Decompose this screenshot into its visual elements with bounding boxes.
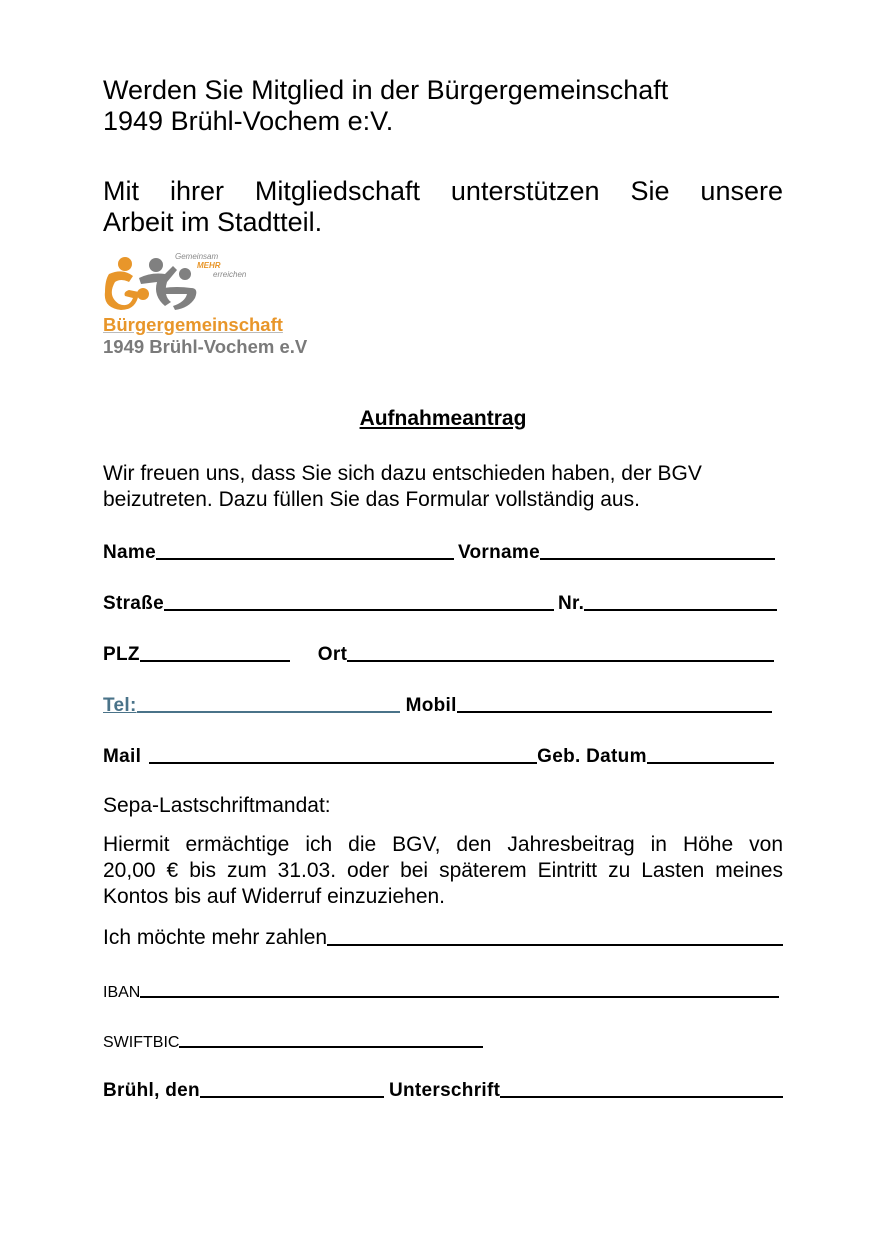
vorname-field[interactable] — [540, 558, 775, 560]
plz-label: PLZ — [103, 644, 140, 665]
row-city — [103, 640, 774, 666]
row-phone — [103, 691, 772, 717]
more-field[interactable] — [327, 944, 783, 946]
row-mail — [103, 742, 774, 768]
name-label: Name — [103, 542, 156, 563]
signature-field[interactable] — [500, 1096, 783, 1098]
header-title — [103, 75, 793, 137]
geb-datum-label: Geb. Datum — [537, 746, 647, 767]
sepa-heading: Sepa-Lastschriftmandat: — [103, 794, 331, 817]
slogan-1: Gemeinsam — [175, 252, 219, 261]
geb-datum-field[interactable] — [647, 762, 774, 764]
row-signature — [103, 1076, 783, 1102]
iban-field[interactable] — [140, 996, 779, 998]
place-label: Brühl, den — [103, 1080, 200, 1101]
intro-line-2: beizutreten. Dazu füllen Sie das Formular vollständig aus. — [103, 488, 640, 511]
nr-field[interactable] — [584, 609, 777, 611]
header-line-2: 1949 Brühl-Vochem e:V. — [103, 106, 394, 136]
swift-field[interactable] — [179, 1046, 483, 1048]
strasse-label: Straße — [103, 593, 164, 614]
tel-label: Tel: — [103, 695, 137, 716]
logo — [103, 252, 323, 362]
plz-field[interactable] — [140, 660, 290, 662]
ort-label: Ort — [317, 644, 348, 665]
row-swift — [103, 1026, 483, 1052]
ort-field[interactable] — [347, 660, 774, 662]
vorname-label: Vorname — [457, 542, 540, 563]
slogan-2: MEHR — [197, 261, 221, 270]
row-name — [103, 538, 775, 564]
row-more — [103, 924, 783, 950]
support-line-2: Arbeit im Stadtteil. — [103, 207, 323, 237]
date-field[interactable] — [200, 1096, 384, 1098]
sepa-text — [103, 832, 783, 910]
mobil-field[interactable] — [457, 711, 772, 713]
more-label: Ich möchte mehr zahlen — [103, 926, 328, 949]
intro-line-1: Wir freuen uns, dass Sie sich dazu entschieden haben, der BGV — [103, 462, 702, 485]
header-line-1: Werden Sie Mitglied in der Bürgergemeinschaft — [103, 75, 669, 105]
signature-label: Unterschrift — [388, 1080, 501, 1101]
mail-field[interactable] — [149, 762, 537, 764]
logo-name-2: 1949 Brühl-Vochem e.V — [103, 336, 308, 357]
support-line-1: Mit ihrer Mitgliedschaft unterstützen Sie unsere — [103, 176, 783, 206]
name-field[interactable] — [156, 558, 454, 560]
iban-label: IBAN — [103, 984, 141, 1001]
intro-text — [103, 461, 793, 513]
swift-label: SWIFTBIC — [103, 1034, 180, 1051]
row-iban — [103, 976, 779, 1002]
slogan-3: erreichen — [213, 270, 247, 279]
support-text — [103, 176, 783, 238]
strasse-field[interactable] — [164, 609, 554, 611]
nr-label: Nr. — [557, 593, 585, 614]
tel-field[interactable] — [137, 711, 400, 713]
row-street — [103, 589, 777, 615]
sepa-line-1: Hiermit ermächtige ich die BGV, den Jahresbeitrag in Höhe von — [103, 833, 783, 856]
mobil-label: Mobil — [405, 695, 457, 716]
logo-name-1: Bürgergemeinschaft — [103, 314, 283, 335]
mail-label: Mail — [103, 746, 142, 767]
sepa-line-2: 20,00 € bis zum 31.03. oder bei späterem Eintritt zu Lasten meines — [103, 859, 783, 882]
logo-slogan — [175, 252, 246, 279]
form-title: Aufnahmeantrag — [359, 407, 527, 430]
sepa-line-3: Kontos bis auf Widerruf einzuziehen. — [103, 885, 446, 908]
